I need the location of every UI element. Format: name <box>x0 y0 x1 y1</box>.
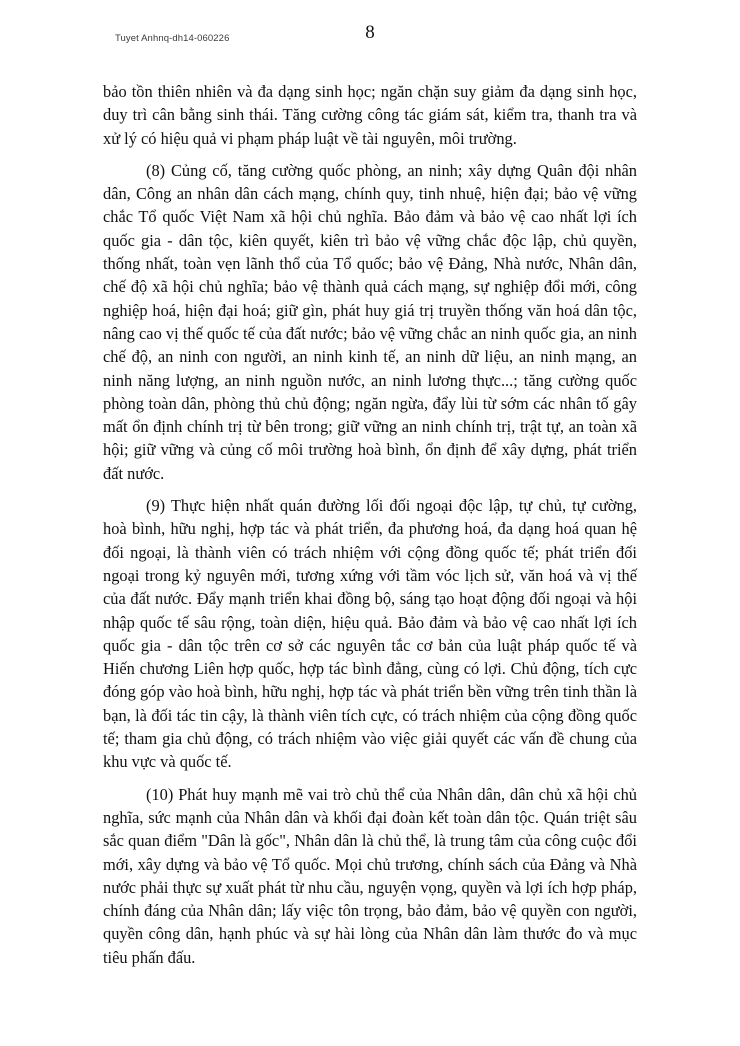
paragraph-8: (8) Củng cố, tăng cường quốc phòng, an ninh; xây dựng Quân đội nhân dân, Công an nhân dân cách mạng, chính quy, tinh nhuệ, hiện đại; bảo vệ vững chắc Tổ quốc Việt Nam xã hội chủ nghĩa. Bảo đảm và bảo vệ cao nhất lợi ích quốc gia - dân tộc, kiên quyết, kiên trì bảo vệ vững chắc độc lập, chủ quyền, thống nhất, toàn vẹn lãnh thổ của Tổ quốc; bảo vệ Đảng, Nhà nước, Nhân dân, chế độ xã hội chủ nghĩa; bảo vệ thành quả cách mạng, sự nghiệp đổi mới, công nghiệp hoá, hiện đại hoá; giữ gìn, phát huy giá trị truyền thống văn hoá dân tộc, nâng cao vị thế quốc tế của đất nước; bảo vệ vững chắc an ninh quốc gia, an ninh chế độ, an ninh con người, an ninh kinh tế, an ninh dữ liệu, an ninh mạng, an ninh năng lượng, an ninh nguồn nước, an ninh lương thực...; tăng cường quốc phòng toàn dân, phòng thủ chủ động; ngăn ngừa, đẩy lùi từ sớm các nhân tố gây mất ổn định chính trị từ bên trong; giữ vững an ninh chính trị, trật tự, an toàn xã hội; giữ vững và củng cố môi trường hoà bình, ổn định để xây dựng, phát triển đất nước. <box>103 160 637 483</box>
document-id-label: Tuyet Anhnq-dh14-060226 <box>115 33 230 44</box>
paragraph-continuation: bảo tồn thiên nhiên và đa dạng sinh học; ngăn chặn suy giảm đa dạng sinh học, duy trì cân bằng sinh thái. Tăng cường công tác giám sát, kiểm tra, thanh tra và xử lý có hiệu quả vi phạm pháp luật về tài nguyên, môi trường. <box>103 82 637 148</box>
paragraph-9: (9) Thực hiện nhất quán đường lối đối ngoại độc lập, tự chủ, tự cường, hoà bình, hữu nghị, hợp tác và phát triển, đa phương hoá, đa dạng hoá quan hệ đối ngoại, là thành viên có trách nhiệm với cộng đồng quốc tế; phát triển đối ngoại trong kỷ nguyên mới, tương xứng với tầm vóc lịch sử, văn hoá và vị thế của đất nước. Đẩy mạnh triển khai đồng bộ, sáng tạo hoạt động đối ngoại và hội nhập quốc tế sâu rộng, toàn diện, hiệu quả. Bảo đảm và bảo vệ cao nhất lợi ích quốc gia - dân tộc trên cơ sở các nguyên tắc cơ bản của luật pháp quốc tế và Hiến chương Liên hợp quốc, hợp tác bình đẳng, cùng có lợi. Chủ động, tích cực đóng góp vào hoà bình, hữu nghị, hợp tác và phát triển bền vững trên tinh thần là bạn, là đối tác tin cậy, là thành viên tích cực, có trách nhiệm của cộng đồng quốc tế; tham gia chủ động, có trách nhiệm vào việc giải quyết các vấn đề chung của khu vực và quốc tế. <box>103 496 637 772</box>
document-body <box>103 80 637 978</box>
page-header <box>103 22 637 52</box>
paragraph-10: (10) Phát huy mạnh mẽ vai trò chủ thể của Nhân dân, dân chủ xã hội chủ nghĩa, sức mạnh của Nhân dân và khối đại đoàn kết toàn dân tộc. Quán triệt sâu sắc quan điểm "Dân là gốc", Nhân dân là chủ thể, là trung tâm của công cuộc đổi mới, xây dựng và bảo vệ Tổ quốc. Mọi chủ trương, chính sách của Đảng và Nhà nước phải thực sự xuất phát từ nhu cầu, nguyện vọng, quyền và lợi ích hợp pháp, chính đáng của Nhân dân; lấy việc tôn trọng, bảo đảm, bảo vệ quyền con người, quyền công dân, hạnh phúc và sự hài lòng của Nhân dân làm thước đo và mục tiêu phấn đấu. <box>103 784 637 967</box>
page-number: 8 <box>365 22 375 43</box>
